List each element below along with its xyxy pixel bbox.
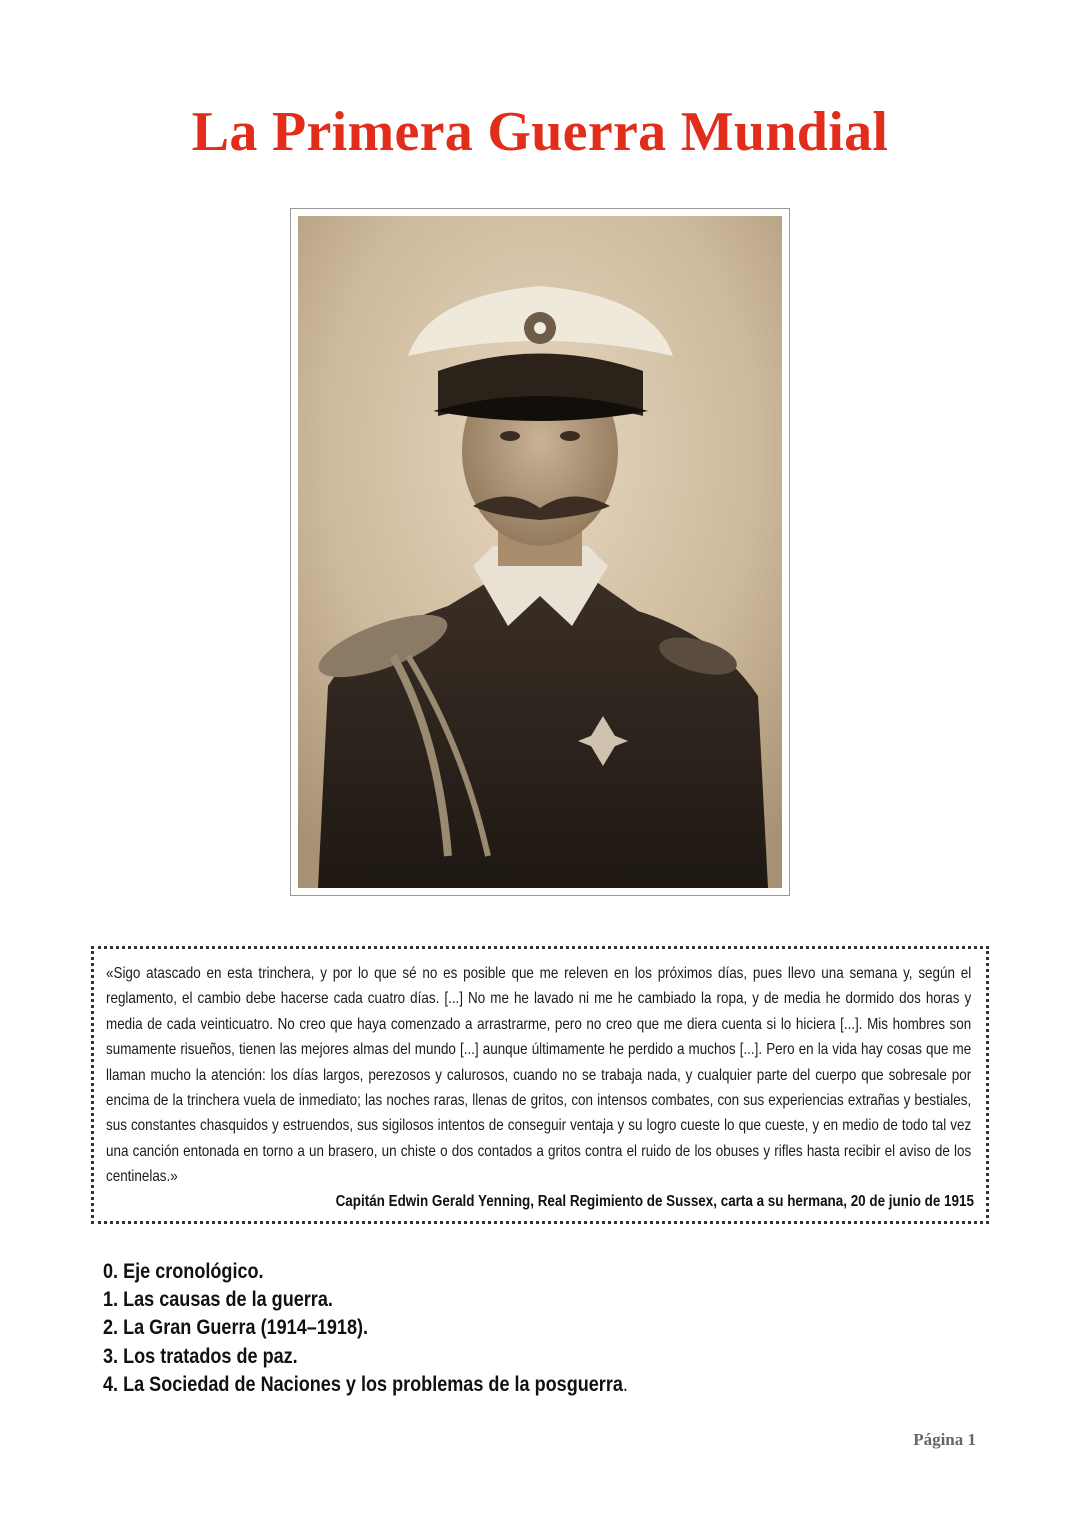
quote-text: «Sigo atascado en esta trinchera, y por lo que sé no es posible que me releven en los próximos días, pues llevo una semana y, según el reglamento, el cambio debe hacerse cada cuatro días. [...] No me he lavado ni me he cambiado la ropa, y de media he dormido dos horas y media de cada veinticuatro. No creo que haya comenzado a arrastrarme, pero no creo que me diera cuenta si lo hiciera [...]. Mis hombres son sumamente risueños, tienen las mejores almas del mundo [...] aunque últimamente he perdido a muchos [...]. Pero en la vida hay cosas que me llaman mucho la atención: los días largos, perezosos y calurosos, cuando no se trabaja nada, y cualquier parte del cuerpo que sobresale por encima de la trinchera vuela de inmediato; las noches raras, llenas de gritos, con intensos combates, con sus experiencias extrañas y bestiales, sus constantes chasquidos y estruendos, sus sigilosos intentos de conseguir ventaja y su logro cueste lo que cueste, y en medio de todo tal vez una canción entonada en torno a un brasero, un chiste o dos contados a gritos contra el ruido de los obuses y rifles hasta recibir el aviso de los centinelas.» bbox=[106, 965, 972, 1186]
quote-attribution: Capitán Edwin Gerald Yenning, Real Regimiento de Sussex, carta a su hermana, 20 de junio de 1915 bbox=[335, 1193, 974, 1210]
quote-box bbox=[91, 946, 989, 1224]
toc-item: 1. Las causas de la guerra. bbox=[103, 1288, 333, 1312]
portrait-photo bbox=[290, 208, 790, 896]
toc-item: 0. Eje cronológico. bbox=[103, 1260, 264, 1283]
toc-item: 4. La Sociedad de Naciones y los problemas de la posguerra. bbox=[103, 1372, 628, 1396]
table-of-contents bbox=[103, 1258, 713, 1399]
document-title: La Primera Guerra Mundial bbox=[191, 101, 889, 163]
toc-item: 2. La Gran Guerra (1914–1918). bbox=[103, 1316, 369, 1340]
toc-item: 3. Los tratados de paz. bbox=[103, 1344, 298, 1368]
portrait-photo-icon bbox=[298, 216, 782, 888]
page-number: Página 1 bbox=[913, 1430, 976, 1449]
